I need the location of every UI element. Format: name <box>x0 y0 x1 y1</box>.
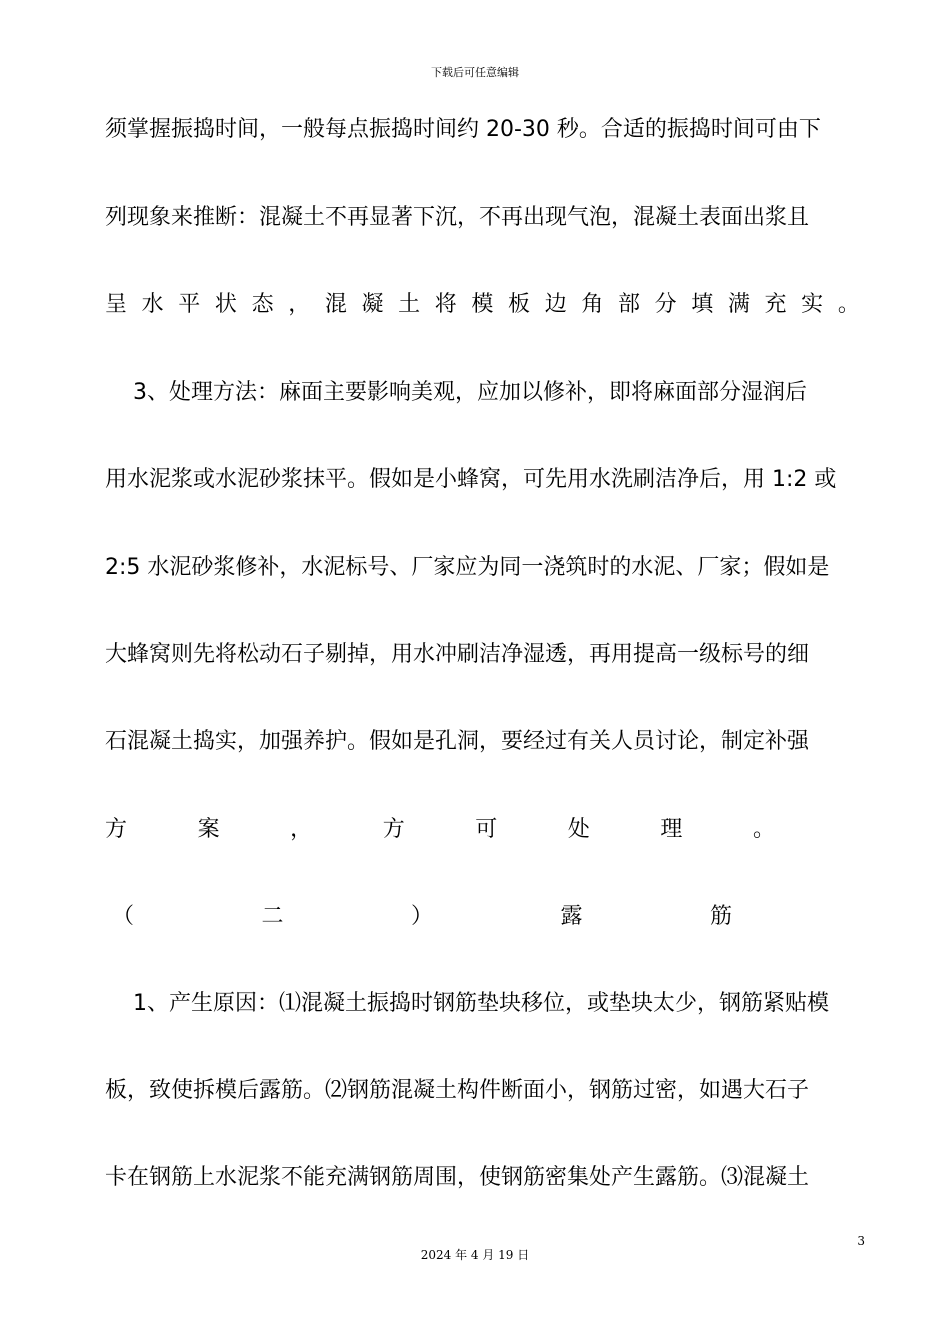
char: 混 <box>324 292 347 317</box>
char: 土 <box>398 292 421 317</box>
body-line: 石混凝土捣实，加强养护。假如是孔洞，要经过有关人员讨论，制定补强 <box>105 729 810 754</box>
char: ， <box>290 817 313 842</box>
heading-char: ） <box>410 904 433 929</box>
char: 案 <box>197 817 220 842</box>
justified-line <box>105 814 860 846</box>
body-line: 须掌握振捣时间，一般每点振捣时间约 20-30 秒。合适的振捣时间可由下 <box>105 117 821 142</box>
body-line: 用水泥浆或水泥砂浆抹平。假如是小蜂窝，可先用水洗刷洁净后，用 1:2 或 <box>105 467 837 492</box>
char: 平 <box>178 292 201 317</box>
char: 处 <box>567 817 590 842</box>
char: 状 <box>214 292 237 317</box>
char: ， <box>288 292 311 317</box>
char: 边 <box>544 292 567 317</box>
char: 水 <box>141 292 164 317</box>
char: 态 <box>251 292 274 317</box>
char: 实 <box>801 292 824 317</box>
body-line: 3、处理方法：麻面主要影响美观，应加以修补，即将麻面部分湿润后 <box>133 380 807 405</box>
char: 方 <box>382 817 405 842</box>
char: 。 <box>837 292 860 317</box>
char: 呈 <box>105 292 128 317</box>
char: 板 <box>508 292 531 317</box>
char: 凝 <box>361 292 384 317</box>
char: 分 <box>654 292 677 317</box>
char: 模 <box>471 292 494 317</box>
heading-char: 露 <box>560 904 583 929</box>
char: 角 <box>581 292 604 317</box>
justified-line <box>105 289 860 321</box>
body-line: 板，致使拆模后露筋。⑵钢筋混凝土构件断面小，钢筋过密，如遇大石子 <box>105 1078 810 1103</box>
heading-char: （ <box>112 904 135 929</box>
char: 。 <box>752 817 775 842</box>
char: 满 <box>727 292 750 317</box>
char: 将 <box>434 292 457 317</box>
body-line: 列现象来推断：混凝土不再显著下沉，不再出现气泡，混凝土表面出浆且 <box>105 205 810 230</box>
page-header: 下载后可任意编辑 <box>431 66 519 79</box>
char: 理 <box>660 817 683 842</box>
body-line: 1、产生原因：⑴混凝土振捣时钢筋垫块移位，或垫块太少，钢筋紧贴模 <box>133 991 829 1016</box>
body-line: 卡在钢筋上水泥浆不能充满钢筋周围，使钢筋密集处产生露筋。⑶混凝土 <box>105 1165 810 1190</box>
char: 部 <box>617 292 640 317</box>
char: 可 <box>475 817 498 842</box>
page-footer-date: 2024 年 4 月 19 日 <box>420 1248 530 1262</box>
heading-char: 筋 <box>709 904 732 929</box>
section-heading <box>112 901 732 933</box>
body-line: 2:5 水泥砂浆修补，水泥标号、厂家应为同一浇筑时的水泥、厂家；假如是 <box>105 555 830 580</box>
page-number: 3 <box>857 1234 865 1248</box>
char: 填 <box>691 292 714 317</box>
char: 充 <box>764 292 787 317</box>
body-line: 大蜂窝则先将松动石子剔掉，用水冲刷洁净湿透，再用提高一级标号的细 <box>105 642 810 667</box>
char: 方 <box>105 817 128 842</box>
heading-char: 二 <box>261 904 284 929</box>
